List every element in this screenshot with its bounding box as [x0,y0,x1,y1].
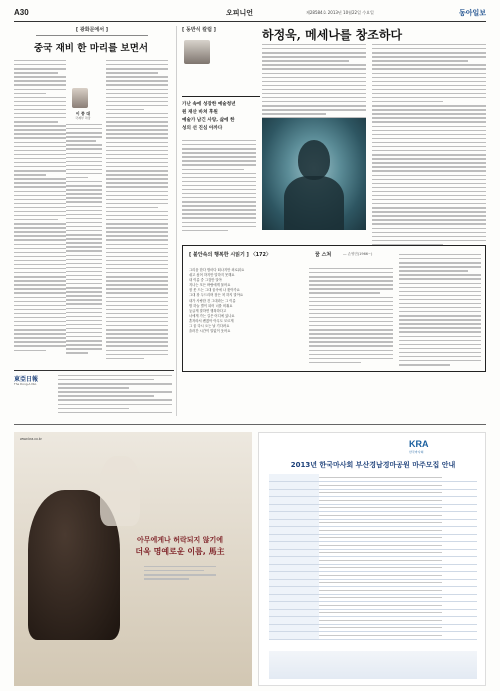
page-header [14,8,486,22]
opinion-text-b [372,44,486,248]
author-photo [72,88,88,108]
column-text-left-a [14,60,66,354]
horse-owner-ad[interactable] [14,432,252,686]
poem-line: 잠 못 드는 그대 꿈속에 나 찾아가요 [189,288,240,293]
kra-logo-tag: 한국마사회 [409,450,424,454]
silhouette-body [284,176,344,230]
column-text-left-c [106,60,168,362]
poem-line: 내 이름 중 그것만 알아 [189,278,222,283]
ad-slogan-line1: 아무에게나 허락되지 않기에 [136,536,224,544]
ad-small-copy [144,566,216,582]
poem-author: 꿈 스쳐 [315,252,332,258]
opinion-illustration [262,118,366,230]
kra-logo: KRA [409,439,429,449]
opinion-kicker: [ 동반식 칼럼 ] [182,27,216,33]
opinion-text-c [182,140,256,234]
ad-url[interactable]: www.kra.co.kr [20,437,42,441]
pull-quote-line: 원 재산 바쳐 후원 [182,110,218,115]
footer-rule [14,424,486,425]
section-title: 오피니언 [226,9,254,17]
poem-author-note: ― 손영민(1966~) [343,252,373,256]
poem-text [189,268,303,334]
publisher-info [14,370,174,421]
poem-line: 그리움 한다 밤마다 떠나지만 외로워요 [189,268,245,272]
poem-line: 지나는 모든 바람에게 물어요 [189,283,231,288]
poem-line: 혼자라서 괜찮아 아무도 모르게 [189,318,234,323]
ad-table [269,474,477,640]
author-title: 국제부 차장 [75,116,91,120]
newspaper-brand: 동아일보 [458,9,486,17]
publisher-logo: 東亞日報 [14,377,39,383]
issue-date: 제28584호 2013년 10월22일 수요일 [306,10,374,15]
poem-line: 쉬고 싶어 하지만 말하지 못해요 [189,273,235,278]
recruitment-ad[interactable] [258,432,486,686]
rider-image [100,456,140,526]
poem-line: 흘러간 시간이 말없이 웃어요 [189,329,231,334]
poem-line: 밤 하늘 별이 되어 너를 비춰요 [189,303,233,308]
page-number: A30 [14,8,29,17]
ad-title: 2013년 한국마사회 부산경남경마공원 마주모집 안내 [290,461,456,469]
poem-line: 내가 사랑한 건 그대라는 그 이름 [189,298,236,303]
poem-line: 그대 창 두드리며 잠든 척 하지 말아요 [189,293,244,298]
poem-box-title: [ 불안속의 행복한 시읽기 ] 〈172〉 [189,252,272,258]
opinion-text-a [262,44,366,121]
pull-quote [182,96,260,133]
pull-quote-line: 성의 선 진심 아까다 [182,126,223,131]
pull-quote-line: 가난 속에 성장한 예술청년 [182,102,236,107]
column-kicker: [ 광화문에서 ] [36,26,148,36]
silhouette-head [298,140,330,180]
publisher-details [58,375,172,416]
poem-line: 너에게 가는 길은 어디에 있나요 [189,313,235,318]
poem-line: 둥글게 말하면 행복하다고 [189,308,227,313]
column-kicker-wrap [14,26,168,36]
poem-commentary-b [399,254,481,368]
ad-slogan-line2: 더욱 명예로운 이름, 馬主 [135,547,225,556]
poem-commentary-a [309,268,393,366]
opinion-headline: 하정욱, 메세나를 창조하다 [262,28,403,42]
column-divider [176,26,177,416]
column-text-left-b [66,124,102,356]
ad-footer-band [269,651,477,679]
author-name: 이 종 대 [75,111,91,116]
column-headline: 중국 재비 한 마리를 보면서 [33,43,149,54]
publisher-logo-sub: The Dong-A Ilbo [14,382,37,386]
poem-box [182,245,486,372]
columnist-photo [184,40,210,64]
poem-line: 그 꿈 다시 오는 날 기다려요 [189,324,230,329]
pull-quote-line: 예술가 남긴 사랑, 삶에 한 [182,118,235,123]
